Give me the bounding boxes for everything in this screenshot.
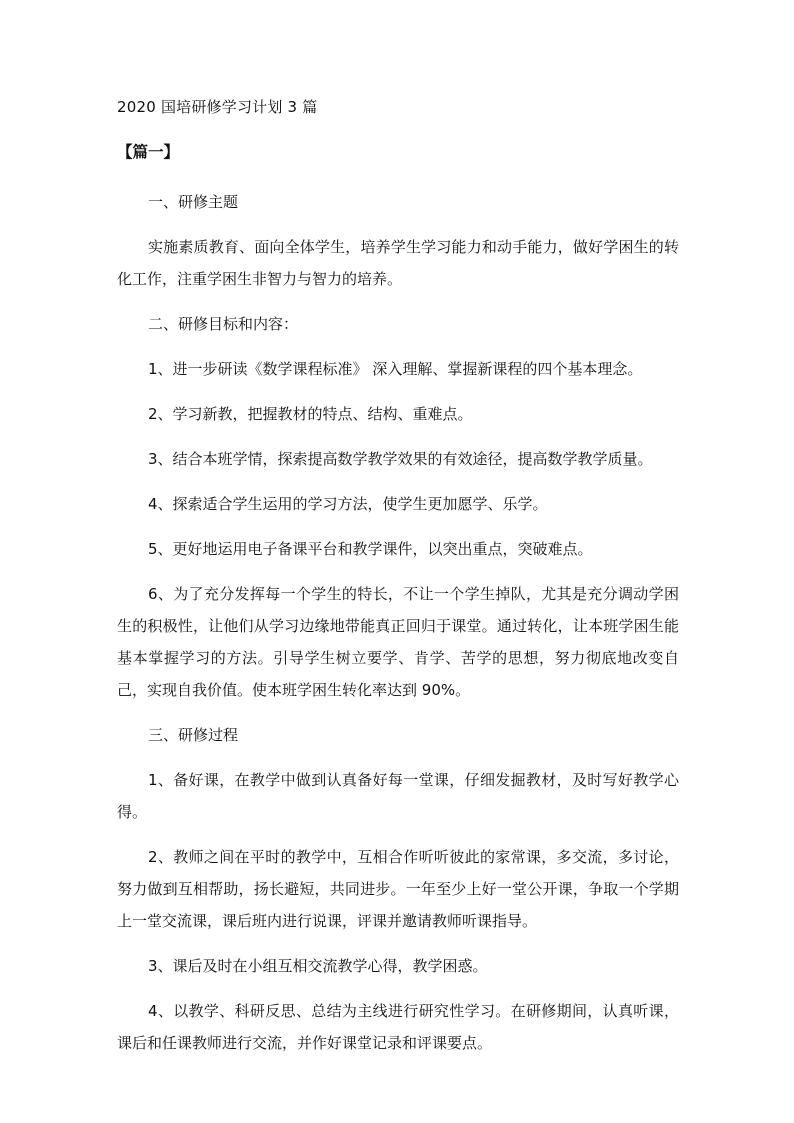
list-item-goal-3: 3、结合本班学情，探索提高数学教学效果的有效途径，提高数学教学质量。 (148, 450, 653, 468)
list-item-process-1: 1、备好课，在教学中做到认真备好每一堂课，仔细发掘教材，及时写好教学心得。 (117, 771, 679, 821)
list-item-goal-4: 4、探索适合学生运用的学习方法，使学生更加愿学、乐学。 (148, 495, 548, 513)
list-item-process-4: 4、以教学、科研反思、总结为主线进行研究性学习。在研修期间，认真听课，课后和任课教师进行交流，并作好课堂记录和评课要点。 (117, 1002, 679, 1052)
paragraph-research-theme: 实施素质教育、面向全体学生，培养学生学习能力和动手能力，做好学困生的转化工作，注重学困生非智力与智力的培养。 (117, 238, 679, 288)
list-item-process-2: 2、教师之间在平时的教学中，互相合作听听彼此的家常课，多交流，多讨论，努力做到互相帮助，扬长避短，共同进步。一年至少上好一堂公开课，争取一个学期上一堂交流课，课后班内进行说课，评课并邀请教师听课指导。 (117, 848, 679, 930)
heading-goals-content: 二、研修目标和内容： (148, 315, 299, 333)
list-item-goal-1: 1、进一步研读《数学课程标准》 深入理解、掌握新课程的四个基本理念。 (148, 360, 643, 378)
list-item-goal-6: 6、为了充分发挥每一个学生的特长，不让一个学生掉队，尤其是充分调动学困生的积极性，让他们从学习边缘地带能真正回归于课堂。通过转化，让本班学困生能基本掌握学习的方法。引导学生树立要学、肯学、苦学的思想，努力彻底地改变自己，实现自我价值。使本班学困生转化率达到 90%。 (117, 585, 679, 699)
list-item-goal-5: 5、更好地运用电子备课平台和教学课件，以突出重点，突破难点。 (148, 540, 593, 558)
document-title: 2020 国培研修学习计划 3 篇 (117, 98, 318, 116)
heading-research-process: 三、研修过程 (148, 726, 239, 744)
list-item-goal-2: 2、学习新教，把握教材的特点、结构、重难点。 (148, 405, 473, 423)
heading-research-theme: 一、研修主题 (148, 193, 239, 211)
document-body (117, 96, 679, 1072)
list-item-process-3: 3、课后及时在小组互相交流教学心得，教学困惑。 (148, 957, 488, 975)
section-heading: 【篇一】 (117, 143, 180, 161)
